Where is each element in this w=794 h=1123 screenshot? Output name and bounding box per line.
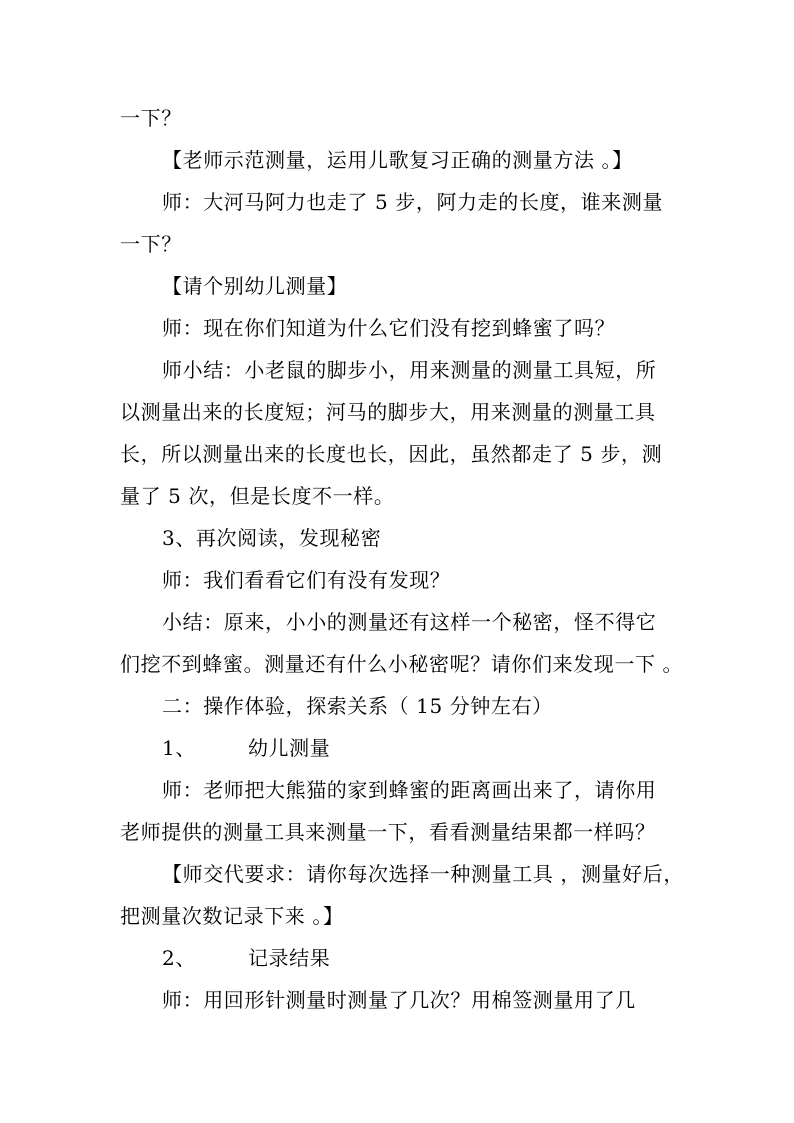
text-line: 师小结：小老鼠的脚步小，用来测量的测量工具短，所	[162, 358, 657, 382]
text-line: 长，所以测量出来的长度也长，因此，虽然都走了 5 步，测	[120, 442, 663, 466]
text-line: 师：我们看看它们有没有发现？	[162, 568, 451, 592]
text-line: 【老师示范测量，运用儿歌复习正确的测量方法 。】	[162, 148, 633, 172]
text-line: 【请个别幼儿测量】	[162, 274, 348, 298]
text-line: 师：老师把大熊猫的家到蜂蜜的距离画出来了，请你用	[162, 778, 657, 802]
text-line: 量了 5 次，但是长度不一样。	[120, 484, 395, 508]
text-line: 师：大河马阿力也走了 5 步，阿力走的长度，谁来测量	[162, 190, 664, 214]
numbered-heading	[162, 734, 722, 762]
text-line: 师：用回形针测量时测量了几次？用棉签测量用了几	[162, 988, 636, 1012]
text-line: 们挖不到蜂蜜。测量还有什么小秘密呢？请你们来发现一下 。	[120, 652, 684, 676]
numbered-heading	[162, 944, 722, 972]
text-line: 【师交代要求：请你每次选择一种测量工具 ，测量好后，	[162, 862, 684, 886]
heading-text: 记录结果	[247, 946, 331, 970]
text-line: 一下？	[120, 106, 182, 130]
text-line: 把测量次数记录下来 。】	[120, 904, 344, 928]
text-line: 师：现在你们知道为什么它们没有挖到蜂蜜了吗？	[162, 316, 616, 340]
section-heading: 二：操作体验，探索关系（ 15 分钟左右）	[162, 694, 553, 718]
section-heading: 3、再次阅读，发现秘密	[162, 526, 382, 550]
text-line: 小结：原来，小小的测量还有这样一个秘密，怪不得它	[162, 610, 657, 634]
text-line: 一下？	[120, 232, 182, 256]
heading-number: 2、	[162, 946, 196, 970]
text-line: 以测量出来的长度短；河马的脚步大，用来测量的测量工具	[120, 400, 656, 424]
heading-number: 1、	[162, 736, 196, 760]
text-line: 老师提供的测量工具来测量一下，看看测量结果都一样吗？	[120, 820, 656, 844]
heading-text: 幼儿测量	[247, 736, 331, 760]
